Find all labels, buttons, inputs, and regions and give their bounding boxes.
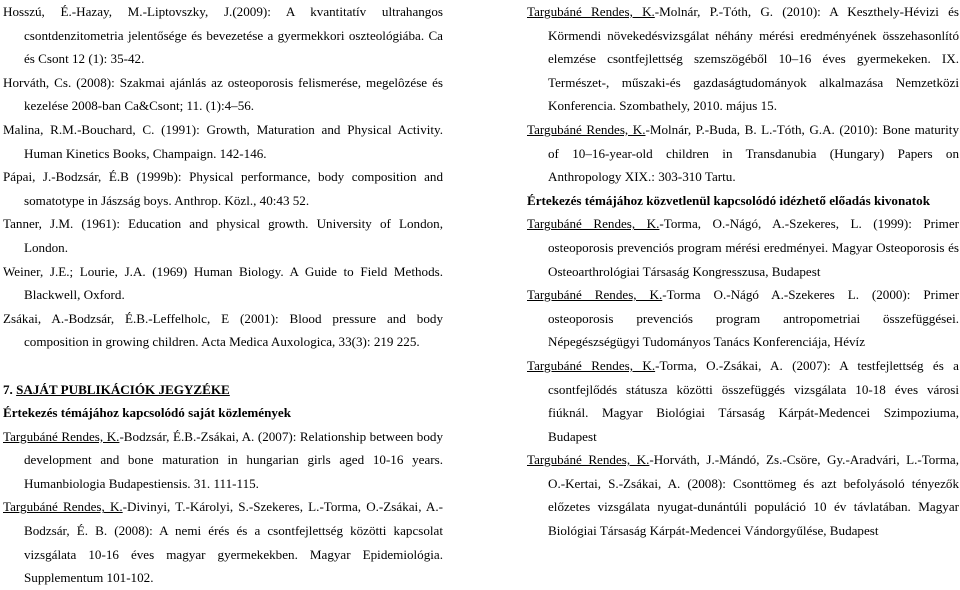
abstract-entry bbox=[527, 212, 959, 283]
publication-details: -Molnár, P.-Tóth, G. (2010): A Keszthely-Hévizi és Körmendi növekedésvizsgálat néhány mérési eredményének összehasonlító elemzése csontfejlettség szemszögéből 10–16 éves gyermekeken. IX. Természet-, műszaki-és gazdaságtudományok alkalmazása Nemzetközi Konferencia. Szombathely, 2010. május 15. bbox=[548, 4, 959, 114]
journal-subheading: Értekezés témájához kapcsolódó saját közlemények bbox=[3, 405, 292, 421]
reference-entry: Horváth, Cs. (2008): Szakmai ajánlás az osteoporosis felismerése, megelôzése és kezelése 2008-ban Ca&Csont; 11. (1):4–56. bbox=[3, 74, 443, 114]
author-name: Targubáné Rendes, K. bbox=[527, 357, 656, 373]
reference-entry: Malina, R.M.-Bouchard, C. (1991): Growth, Maturation and Physical Activity. Human Kinetics Books, Champaign. 142-146. bbox=[3, 121, 443, 161]
talks-subheading: Értekezés témájához közvetlenül kapcsolódó idézhető előadás kivonatok bbox=[527, 192, 930, 208]
publication-details: -Molnár, P.-Buda, B. L.-Tóth, G.A. (2010): Bone maturity of 10–16-year-old children in Transdanubia (Hungary) Papers on Anthropology XIX.: 303-310 Tartu. bbox=[548, 121, 959, 185]
section-heading bbox=[3, 378, 443, 402]
section-number: 7. bbox=[3, 381, 13, 397]
author-name: Targubáné Rendes, K. bbox=[3, 499, 123, 515]
author-name: Targubáné Rendes, K. bbox=[527, 216, 660, 232]
reference-entry: Pápai, J.-Bodzsár, É.B (1999b): Physical performance, body composition and somatotype in Jászság boys. Anthrop. Közl., 40:43 52. bbox=[3, 169, 443, 208]
abstract-details: -Torma, O.-Nágó, A.-Szekeres, L. (1999): Primer osteoporosis prevenciós program mérési eredményei. Magyar Osteoporosis és Osteoarthrológiai Társaság Kongresszusa, Budapest bbox=[548, 216, 959, 279]
left-column bbox=[3, 0, 443, 590]
author-name: Targubáné Rendes, K. bbox=[3, 428, 120, 444]
author-name: Targubáné Rendes, K. bbox=[527, 287, 663, 303]
section-title: SAJÁT PUBLIKÁCIÓK JEGYZÉKE bbox=[16, 381, 230, 397]
publication-entry bbox=[527, 0, 959, 118]
abstract-details: -Torma O.-Nágó A.-Szekeres L. (2000): Primer osteoporosis prevenciós program antropometriai összefüggései. Népegészségügyi Tudományos Tanács Konferenciája, Hévíz bbox=[548, 287, 959, 350]
abstract-details: -Horváth, J.-Mándó, Zs.-Csöre, Gy.-Aradvári, L.-Torma, O.-Kertai, S.-Zsákai, A. (2008): Csonttömeg és azt befolyásoló tényezők előzetes vizsgálata nyugat-dunántúli populáció 10 év távlatában. Magyar Biológiai Társaság Kárpát-Medencei Vándorgyűlése, Budapest bbox=[548, 452, 959, 539]
publication-details: -Bodzsár, É.B.-Zsákai, A. (2007): Relationship between body development and bone maturation in hungarian girls aged 10-16 years. Humanbiologia Budapestiensis. 31. 111-115. bbox=[24, 428, 443, 491]
author-name: Targubáné Rendes, K. bbox=[527, 121, 646, 137]
abstract-details: -Torma, O.-Zsákai, A. (2007): A testfejlettség és a csontfejlődés státusza közötti összefüggés vizsgálata 10-18 éves városi fiúknál. Magyar Biológiai Társaság Kárpát-Medencei Szimpoziuma, Budapest bbox=[548, 357, 959, 444]
abstract-entry bbox=[527, 448, 959, 542]
reference-entry: Hosszú, É.-Hazay, M.-Liptovszky, J.(2009): A kvantitatív ultrahangos csontdenzitometria jelentősége és bevezetése a gyermekkori oszteológiába. Ca és Csont 12 (1): 35-42. bbox=[3, 4, 443, 67]
right-column bbox=[527, 0, 959, 543]
publication-entry bbox=[527, 118, 959, 189]
abstract-entry bbox=[527, 354, 959, 448]
publication-details: -Divinyi, T.-Károlyi, S.-Szekeres, L.-Torma, O.-Zsákai, A.- Bodzsár, É. B. (2008): A nemi érés és a csontfejlettség közötti kapcsolat vizsgálata 10-16 éves magyar gyermekekben. Magyar Epidemiológia. Supplementum 101-102. bbox=[24, 499, 443, 586]
reference-entry: Tanner, J.M. (1961): Education and physical growth. University of London, London. bbox=[3, 216, 443, 255]
abstract-entry bbox=[527, 283, 959, 354]
author-name: Targubáné Rendes, K. bbox=[527, 4, 655, 19]
reference-entry: Weiner, J.E.; Lourie, J.A. (1969) Human Biology. A Guide to Field Methods. Blackwell, Oxford. bbox=[3, 263, 443, 303]
reference-entry: Zsákai, A.-Bodzsár, É.B.-Leffelholc, E (2001): Blood pressure and body composition in growing children. Acta Medica Auxologica, 33(3): 219 225. bbox=[3, 310, 443, 350]
publication-entry bbox=[3, 495, 443, 589]
author-name: Targubáné Rendes, K. bbox=[527, 452, 650, 468]
publication-entry bbox=[3, 425, 443, 496]
